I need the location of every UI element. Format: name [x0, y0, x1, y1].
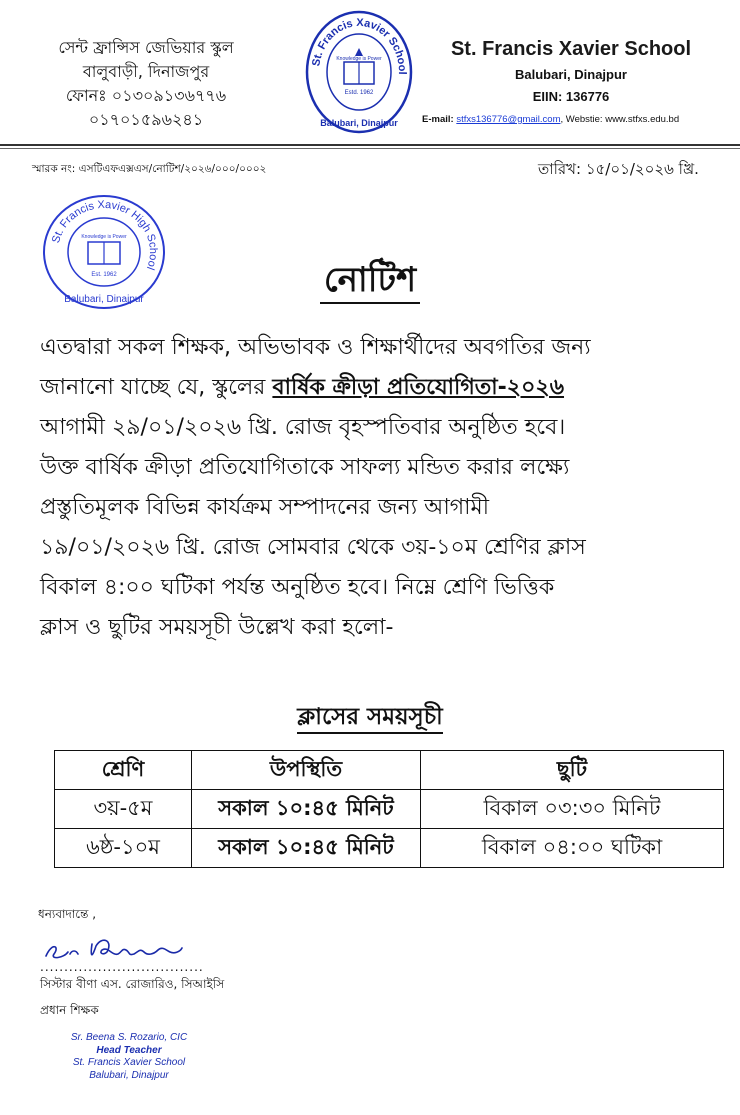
col-header-attendance: উপস্থিতি	[192, 751, 421, 790]
class-schedule-table	[54, 750, 724, 868]
en-address: Balubari, Dinajpur	[515, 67, 627, 82]
header-divider-thin	[0, 148, 740, 149]
event-name: বার্ষিক ক্রীড়া প্রতিযোগিতা-২০২৬	[272, 375, 565, 400]
col-header-dismissal: ছুটি	[421, 751, 724, 790]
signatory-name: সিস্টার বীণা এস. রোজারিও, সিআইসি	[40, 977, 225, 991]
logo-left-ring-text: St. Francis Xavier High School	[50, 198, 160, 272]
notice-body	[40, 328, 708, 648]
table-cell-attendance: সকাল ১০:৪৫ মিনিট	[192, 790, 421, 829]
body-line-7: বিকাল ৪:০০ ঘটিকা পর্যন্ত অনুষ্ঠিত হবে। নিম্নে শ্রেণি ভিত্তিক	[40, 575, 555, 600]
official-seal-text	[44, 1032, 214, 1082]
closing-thanks: ধন্যবাদান্তে ,	[38, 907, 97, 921]
body-line-2-text: জানানো যাচ্ছে যে, স্কুলের	[40, 375, 273, 400]
en-school-name: St. Francis Xavier School	[450, 38, 692, 60]
table-cell-class: ৬ষ্ঠ-১০ম	[55, 829, 192, 868]
signatory-title: প্রধান শিক্ষক	[40, 1003, 99, 1017]
english-letterhead	[418, 34, 724, 108]
website-text: , Webstie: www.stfxs.edu.bd	[560, 114, 680, 125]
schedule-heading	[0, 698, 740, 737]
eiin-number: EIIN: 136776	[532, 89, 610, 104]
table-cell-class: ৩য়-৫ম	[55, 790, 192, 829]
body-line-3: আগামী ২৯/০১/২০২৬ খ্রি. রোজ বৃহস্পতিবার অনুষ্ঠিত হবে।	[40, 415, 566, 440]
notice-date: তারিখ: ১৫/০১/২০২৬ খ্রি.	[538, 160, 699, 178]
school-logo-top	[304, 8, 414, 136]
bangla-letterhead	[26, 36, 266, 132]
body-line-8: ক্লাস ও ছুটির সময়সূচী উল্লেখ করা হলো-	[40, 615, 394, 640]
signature-line: ..................................	[40, 960, 204, 974]
logo-top-motto: Knowledge is Power	[336, 56, 382, 62]
logo-top-ring-text: St. Francis Xavier School	[310, 16, 409, 75]
table-header-row	[55, 751, 724, 790]
col-header-class: শ্রেণি	[55, 751, 192, 790]
notice-heading	[0, 254, 740, 311]
table-cell-dismissal: বিকাল ০৩:৩০ মিনিট	[421, 790, 724, 829]
logo-left-est: Est. 1962	[91, 272, 117, 278]
body-line-5: প্রস্তুতিমূলক বিভিন্ন কার্যক্রম সম্পাদনের জন্য আগামী	[40, 495, 490, 520]
logo-left-place: Balubari, Dinajpur	[64, 294, 144, 305]
logo-left-motto: Knowledge is Power	[81, 234, 127, 240]
body-line-6: ১৯/০১/২০২৬ খ্রি. রোজ সোমবার থেকে ৩য়-১০ম শ্রেণির ক্লাস	[40, 535, 586, 560]
seal-role: Head Teacher	[96, 1044, 162, 1056]
header-divider	[0, 144, 740, 146]
table-cell-dismissal: বিকাল ০৪:০০ ঘটিকা	[421, 829, 724, 868]
body-line-4: উক্ত বার্ষিক ক্রীড়া প্রতিযোগিতাকে সাফল্য মন্ডিত করার লক্ষ্যে	[40, 455, 570, 480]
bn-address: বালুবাড়ী, দিনাজপুর	[82, 62, 210, 81]
table-cell-attendance: সকাল ১০:৪৫ মিনিট	[192, 829, 421, 868]
memo-number: স্মারক নং: এসটিএফএক্সএস/নোটিশ/২০২৬/০০০/০০০২	[32, 163, 267, 175]
schedule-title: ক্লাসের সময়সূচী	[297, 704, 442, 734]
logo-top-place: Balubari, Dinajpur	[320, 118, 398, 128]
email-label: E-mail:	[422, 114, 454, 125]
body-line-2	[40, 368, 708, 408]
table-row	[55, 829, 724, 868]
seal-school: St. Francis Xavier School	[72, 1057, 186, 1068]
seal-place: Balubari, Dinajpur	[89, 1069, 169, 1081]
body-line-1: এতদ্বারা সকল শিক্ষক, অভিভাবক ও শিক্ষার্থীদের অবগতির জন্য	[40, 335, 591, 360]
bn-phone: ফোনঃ ০১৩০৯১৩৬৭৭৬	[65, 86, 227, 105]
table-row	[55, 790, 724, 829]
email-link[interactable]: stfxs136776@gmail.com	[456, 114, 561, 125]
bn-school-name: সেন্ট ফ্রান্সিস জেভিয়ার স্কুল	[58, 38, 234, 57]
notice-title: নোটিশ	[320, 260, 420, 304]
bn-phone-2: ০১৭০১৫৯৬২৪১	[88, 110, 204, 129]
logo-top-est: Estd. 1962	[344, 90, 374, 96]
seal-name: Sr. Beena S. Rozario, CIC	[70, 1032, 188, 1043]
contact-line	[422, 114, 732, 125]
